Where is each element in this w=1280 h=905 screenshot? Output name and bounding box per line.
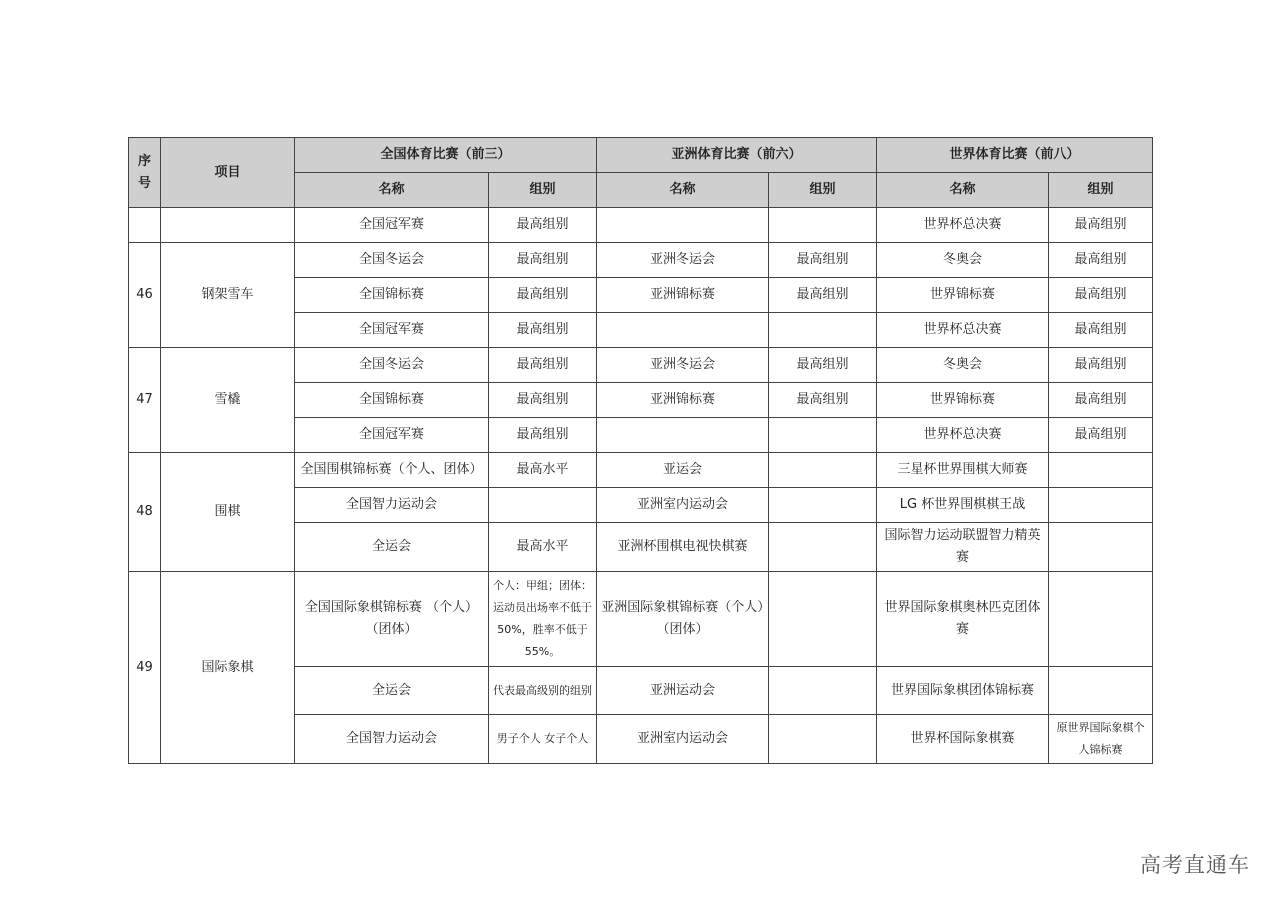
item-cell: [161, 208, 295, 243]
table-row: [129, 453, 1153, 488]
asian-name-cell: 亚运会: [597, 453, 769, 488]
seq-cell: 49: [129, 572, 161, 764]
asian-group-cell: [769, 572, 877, 667]
world-name-cell: LG 杯世界围棋棋王战: [877, 488, 1049, 523]
world-name-cell: 国际智力运动联盟智力精英赛: [877, 523, 1049, 572]
national-group-cell: 最高组别: [489, 278, 597, 313]
national-name-cell: 全国冬运会: [295, 243, 489, 278]
item-cell: 钢架雪车: [161, 243, 295, 348]
asian-name-cell: 亚洲冬运会: [597, 243, 769, 278]
national-name-cell: 全国冠军赛: [295, 313, 489, 348]
world-group-cell: 最高组别: [1049, 383, 1153, 418]
header-seq: 序号: [129, 138, 161, 208]
national-name-cell: 全国锦标赛: [295, 278, 489, 313]
asian-name-cell: 亚洲室内运动会: [597, 488, 769, 523]
item-cell: 雪橇: [161, 348, 295, 453]
national-name-cell: 全国冠军赛: [295, 208, 489, 243]
table-row: [129, 348, 1153, 383]
header-asian: 亚洲体育比赛（前六）: [597, 138, 877, 173]
world-name-cell: 世界国际象棋奥林匹克团体赛: [877, 572, 1049, 667]
world-name-cell: 冬奥会: [877, 243, 1049, 278]
asian-group-cell: [769, 453, 877, 488]
asian-group-cell: [769, 418, 877, 453]
asian-name-cell: 亚洲冬运会: [597, 348, 769, 383]
asian-name-cell: [597, 313, 769, 348]
seq-cell: 47: [129, 348, 161, 453]
national-group-cell: [489, 488, 597, 523]
header-world: 世界体育比赛（前八）: [877, 138, 1153, 173]
header-asian-group: 组别: [769, 173, 877, 208]
national-group-cell: 最高组别: [489, 418, 597, 453]
national-name-cell: 全运会: [295, 523, 489, 572]
asian-group-cell: [769, 667, 877, 715]
world-name-cell: 冬奥会: [877, 348, 1049, 383]
national-group-cell: 最高组别: [489, 313, 597, 348]
national-name-cell: 全国智力运动会: [295, 715, 489, 764]
world-name-cell: 三星杯世界围棋大师赛: [877, 453, 1049, 488]
competition-table: [128, 137, 1153, 764]
table-row: [129, 572, 1153, 667]
world-name-cell: 世界杯总决赛: [877, 208, 1049, 243]
national-group-cell: 代表最高级别的组别: [489, 667, 597, 715]
asian-name-cell: 亚洲锦标赛: [597, 278, 769, 313]
national-group-cell: 最高组别: [489, 383, 597, 418]
national-name-cell: 全国冠军赛: [295, 418, 489, 453]
national-group-cell: 个人：甲组；团体：运动员出场率不低于 50%，胜率不低于 55%。: [489, 572, 597, 667]
world-group-cell: [1049, 488, 1153, 523]
header-item: 项目: [161, 138, 295, 208]
seq-cell: 48: [129, 453, 161, 572]
national-group-cell: 最高组别: [489, 348, 597, 383]
world-group-cell: 最高组别: [1049, 348, 1153, 383]
world-name-cell: 世界杯总决赛: [877, 418, 1049, 453]
world-group-cell: [1049, 667, 1153, 715]
header-national-name: 名称: [295, 173, 489, 208]
world-group-cell: 最高组别: [1049, 313, 1153, 348]
table-row: [129, 243, 1153, 278]
national-name-cell: 全国国际象棋锦标赛 （个人）（团体）: [295, 572, 489, 667]
asian-group-cell: 最高组别: [769, 348, 877, 383]
world-group-cell: 最高组别: [1049, 243, 1153, 278]
national-name-cell: 全国围棋锦标赛（个人、团体）: [295, 453, 489, 488]
national-name-cell: 全国冬运会: [295, 348, 489, 383]
header-world-name: 名称: [877, 173, 1049, 208]
asian-name-cell: [597, 418, 769, 453]
world-group-cell: [1049, 523, 1153, 572]
asian-group-cell: 最高组别: [769, 243, 877, 278]
asian-name-cell: 亚洲运动会: [597, 667, 769, 715]
asian-name-cell: 亚洲国际象棋锦标赛（个人）（团体）: [597, 572, 769, 667]
national-name-cell: 全国锦标赛: [295, 383, 489, 418]
world-name-cell: 世界锦标赛: [877, 383, 1049, 418]
seq-cell: 46: [129, 243, 161, 348]
watermark: 高考直通车: [1140, 853, 1250, 877]
world-group-cell: [1049, 572, 1153, 667]
national-group-cell: 最高组别: [489, 208, 597, 243]
header-asian-name: 名称: [597, 173, 769, 208]
national-group-cell: 最高水平: [489, 453, 597, 488]
asian-group-cell: [769, 715, 877, 764]
world-name-cell: 世界杯国际象棋赛: [877, 715, 1049, 764]
world-name-cell: 世界国际象棋团体锦标赛: [877, 667, 1049, 715]
item-cell: 围棋: [161, 453, 295, 572]
asian-name-cell: 亚洲杯围棋电视快棋赛: [597, 523, 769, 572]
header-national-group: 组别: [489, 173, 597, 208]
header-world-group: 组别: [1049, 173, 1153, 208]
asian-group-cell: [769, 313, 877, 348]
world-group-cell: [1049, 453, 1153, 488]
world-group-cell: 最高组别: [1049, 208, 1153, 243]
item-cell: 国际象棋: [161, 572, 295, 764]
asian-group-cell: [769, 523, 877, 572]
header-row-1: [129, 138, 1153, 173]
national-name-cell: 全国智力运动会: [295, 488, 489, 523]
national-group-cell: 最高水平: [489, 523, 597, 572]
asian-name-cell: 亚洲锦标赛: [597, 383, 769, 418]
national-group-cell: 最高组别: [489, 243, 597, 278]
asian-name-cell: [597, 208, 769, 243]
asian-name-cell: 亚洲室内运动会: [597, 715, 769, 764]
table-row: [129, 208, 1153, 243]
world-group-cell: 最高组别: [1049, 418, 1153, 453]
header-national: 全国体育比赛（前三）: [295, 138, 597, 173]
asian-group-cell: 最高组别: [769, 383, 877, 418]
national-group-cell: 男子个人 女子个人: [489, 715, 597, 764]
asian-group-cell: [769, 208, 877, 243]
seq-cell: [129, 208, 161, 243]
national-name-cell: 全运会: [295, 667, 489, 715]
world-name-cell: 世界锦标赛: [877, 278, 1049, 313]
world-group-cell: 最高组别: [1049, 278, 1153, 313]
world-name-cell: 世界杯总决赛: [877, 313, 1049, 348]
asian-group-cell: 最高组别: [769, 278, 877, 313]
asian-group-cell: [769, 488, 877, 523]
world-group-cell: 原世界国际象棋个人锦标赛: [1049, 715, 1153, 764]
